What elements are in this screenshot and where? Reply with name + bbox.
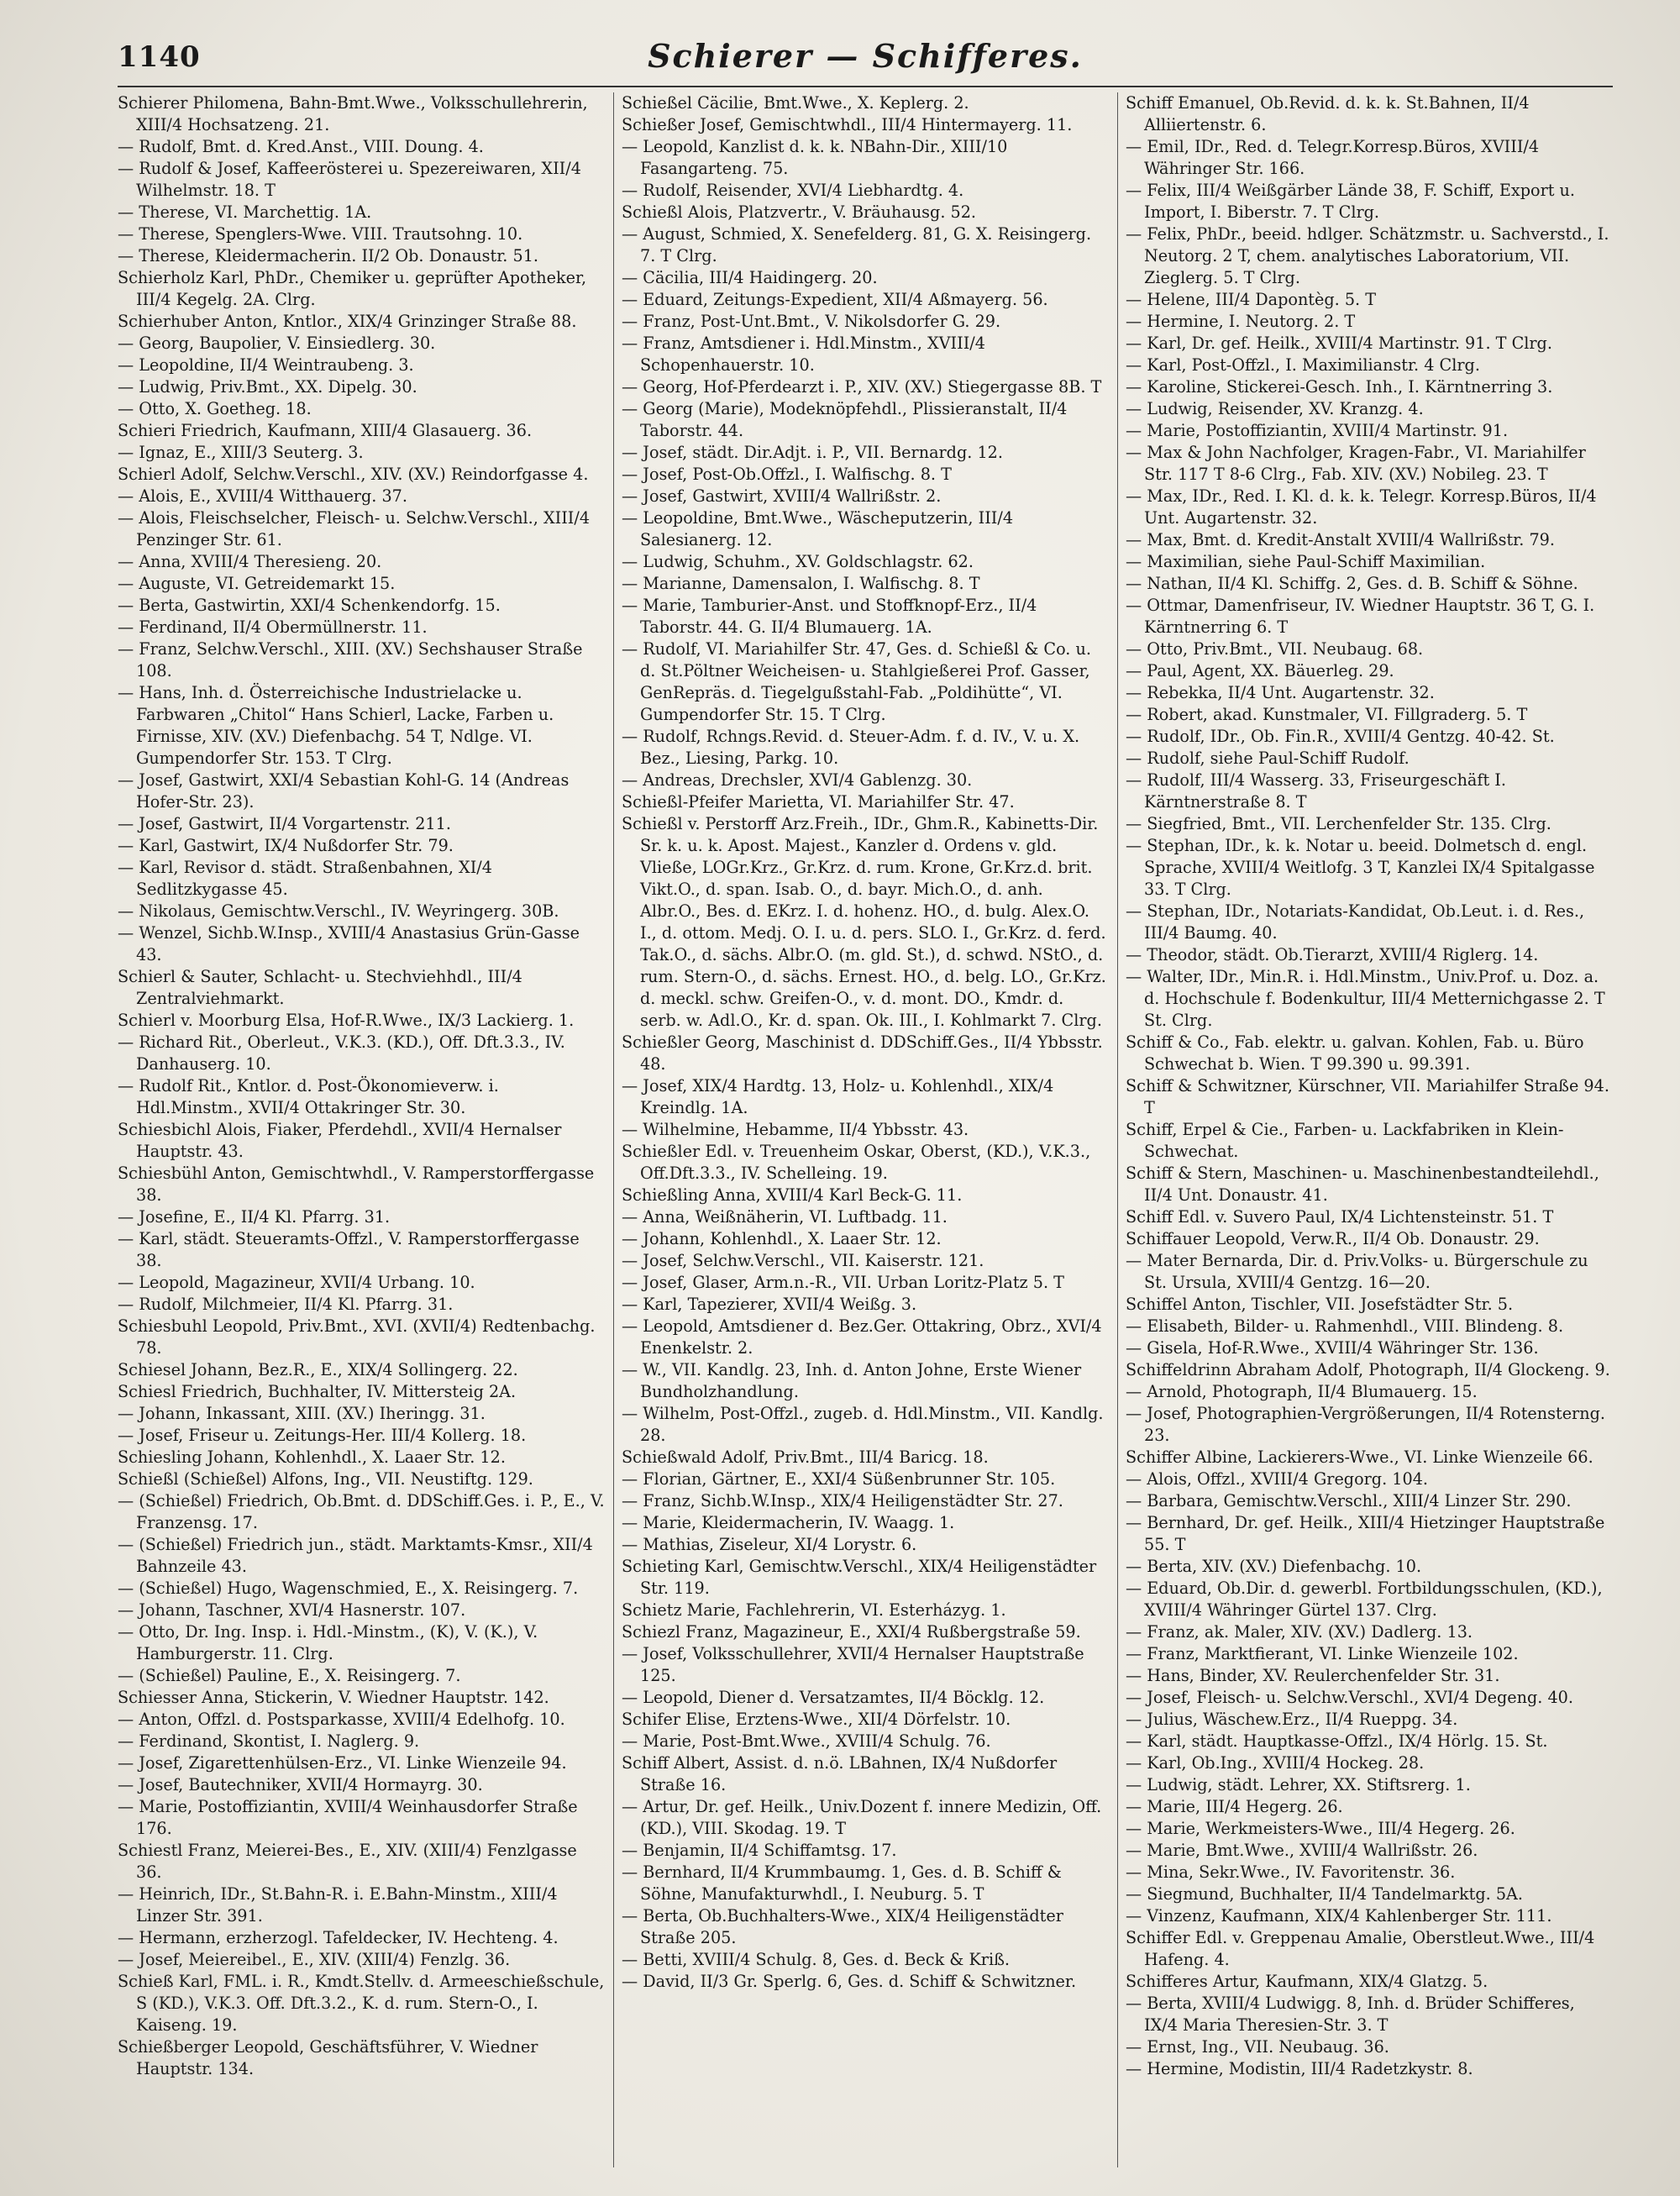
directory-entry: Schiesbühl Anton, Gemischtwhdl., V. Ramperstorffergasse 38. [118,1164,595,1205]
directory-entry: — Marie, Post-Bmt.Wwe., XVIII/4 Schulg. 76. [622,1731,991,1751]
directory-entry: Schieri Friedrich, Kaufmann, XIII/4 Glasauerg. 36. [118,421,533,440]
directory-entry: — Arnold, Photograph, II/4 Blumauerg. 15. [1126,1382,1478,1401]
directory-entry: Schießer Josef, Gemischtwhdl., III/4 Hintermayerg. 11. [622,115,1073,134]
directory-entry: — Josef, Volksschullehrer, XVII/4 Hernalser Hauptstraße 125. [622,1644,1084,1685]
directory-entry: — Otto, Dr. Ing. Insp. i. Hdl.-Minstm., (K), V. (K.), V. Hamburgerstr. 11. Clrg. [118,1622,538,1663]
directory-entry: — Max, Bmt. d. Kredit-Anstalt XVIII/4 Wallrißstr. 79. [1126,530,1555,549]
directory-entry: Schierholz Karl, PhDr., Chemiker u. geprüfter Apotheker, III/4 Kegelg. 2A. Clrg. [118,268,587,309]
directory-entry: — Marie, III/4 Hegerg. 26. [1126,1797,1343,1816]
directory-entry: — Rudolf, IDr., Ob. Fin.R., XVIII/4 Gentzg. 40-42. St. [1126,727,1555,746]
running-title: Schierer — Schifferes. [648,37,1083,75]
directory-entry: — Siegfried, Bmt., VII. Lerchenfelder Str. 135. Clrg. [1126,814,1551,833]
directory-entry: — W., VII. Kandlg. 23, Inh. d. Anton Johne, Erste Wiener Bundholzhandlung. [622,1360,1082,1401]
directory-entry: — Hermine, Modistin, III/4 Radetzkystr. 8. [1126,2059,1473,2078]
directory-entry: — Karl, Dr. gef. Heilk., XVIII/4 Martinstr. 91. T Clrg. [1126,334,1552,353]
directory-entry: — Karl, Gastwirt, IX/4 Nußdorfer Str. 79. [118,836,454,855]
directory-entry: Schießler Edl. v. Treuenheim Oskar, Oberst, (KD.), V.K.3., Off.Dft.3.3., IV. Schelleing. 19. [622,1142,1091,1183]
directory-entry: — Rebekka, II/4 Unt. Augartenstr. 32. [1126,683,1435,702]
directory-entry: — Franz, Marktfierant, VI. Linke Wienzeile 102. [1126,1644,1519,1663]
directory-entry: Schiesling Johann, Kohlenhdl., X. Laaer Str. 12. [118,1447,506,1467]
directory-entry: — Josef, Fleisch- u. Selchw.Verschl., XVI/4 Degeng. 40. [1126,1688,1573,1707]
directory-entry: — Berta, XIV. (XV.) Diefenbachg. 10. [1126,1557,1422,1576]
directory-entry: — Max & John Nachfolger, Kragen-Fabr., VI. Mariahilfer Str. 117 T 8-6 Clrg., Fab. XIV. (XV.) Nobileg. 23. T [1126,443,1586,484]
directory-entry: — Paul, Agent, XX. Bäuerleg. 29. [1126,661,1394,680]
directory-entry: Schiestl Franz, Meierei-Bes., E., XIV. (XIII/4) Fenzlgasse 36. [118,1841,577,1882]
directory-entry: — Josef, städt. Dir.Adjt. i. P., VII. Bernardg. 12. [622,443,1003,462]
directory-entry: — Georg (Marie), Modeknöpfehdl., Plissieranstalt, II/4 Taborstr. 44. [622,399,1068,440]
directory-entry: Schießler Georg, Maschinist d. DDSchiff.Ges., II/4 Ybbsstr. 48. [622,1032,1103,1074]
directory-entry: Schiff & Co., Fab. elektr. u. galvan. Kohlen, Fab. u. Büro Schwechat b. Wien. T 99.390 u. 99.391. [1126,1032,1584,1074]
directory-entry: Schiffeldrinn Abraham Adolf, Photograph, II/4 Glockeng. 9. [1126,1360,1610,1379]
directory-entry: — Johann, Taschner, XVI/4 Hasnerstr. 107. [118,1600,466,1620]
directory-entry: — Anna, Weißnäherin, VI. Luftbadg. 11. [622,1207,948,1227]
directory-entry: — Bernhard, II/4 Krummbaumg. 1, Ges. d. B. Schiff & Söhne, Manufakturwhdl., I. Neuburg. 5. T [622,1862,1062,1904]
directory-entry: Schießl v. Perstorff Arz.Freih., IDr., Ghm.R., Kabinetts-Dir. Sr. k. u. k. Apost. Majest., Kanzler d. Ordens v. gld. Vließe, LOGr.Krz., Gr.Krz. d. rum. Krone, Gr.Krz.d. brit. Vikt.O., d. span. Isab. O., d. bayr. Mich.O., d. anh. Albr.O., Bes. d. EKrz. I. d. hohenz. HO., d. bulg. Alex.O. I., d. ottom. Medj. O. I. u. d. pers. SLO. I., Gr.Krz. d. ferd. Tak.O., d. sächs. Albr.O. (m. gld. St.), d. schwd. NStO., d. rum. Stern-O., d. sächs. Ernest. HO., d. belg. LO., Gr.Krz. d. meckl. schw. Greifen-O., v. d. mont. DO., Kmdr. d. serb. w. Adl.O., Kr. d. span. Ok. III., I. Kohlmarkt 7. Clrg. [622,814,1106,1030]
directory-entry: — Marianne, Damensalon, I. Walfischg. 8. T [622,574,980,593]
directory-entry: — Anna, XVIII/4 Theresieng. 20. [118,552,382,571]
directory-entry: Schießl Alois, Platzvertr., V. Bräuhausg. 52. [622,202,977,222]
directory-entry: Schiff & Stern, Maschinen- u. Maschinenbestandteilehdl., II/4 Unt. Donaustr. 41. [1126,1164,1599,1205]
directory-entry: — Julius, Wäschew.Erz., II/4 Rueppg. 34. [1126,1710,1458,1729]
directory-entry: — Josef, Gastwirt, II/4 Vorgartenstr. 211. [118,814,451,833]
directory-entry: — Josef, Post-Ob.Offzl., I. Walfischg. 8. T [622,465,952,484]
directory-entry: — Andreas, Drechsler, XVI/4 Gablenzg. 30. [622,770,973,790]
directory-entry: — Karoline, Stickerei-Gesch. Inh., I. Kärntnerring 3. [1126,377,1553,397]
directory-entry: — Stephan, IDr., k. k. Notar u. beeid. Dolmetsch d. engl. Sprache, XVIII/4 Weitlofg. 3 T, Kanzlei IX/4 Spitalgasse 33. T Clrg. [1126,836,1595,899]
directory-entry: — Marie, Kleidermacherin, IV. Waagg. 1. [622,1513,955,1532]
directory-entry: — Karl, städt. Steueramts-Offzl., V. Ramperstorffergasse 38. [118,1229,580,1270]
directory-entry: — Rudolf, III/4 Wasserg. 33, Friseurgeschäft I. Kärntnerstraße 8. T [1126,770,1506,812]
directory-entry: Schießl (Schießel) Alfons, Ing., VII. Neustiftg. 129. [118,1469,533,1489]
directory-entry: — Johann, Inkassant, XIII. (XV.) Iheringg. 31. [118,1404,486,1423]
directory-entry: — David, II/3 Gr. Sperlg. 6, Ges. d. Schiff & Schwitzner. [622,1972,1077,1991]
directory-entry: Schieting Karl, Gemischtw.Verschl., XIX/4 Heiligenstädter Str. 119. [622,1557,1097,1598]
directory-entry: — Barbara, Gemischtw.Verschl., XIII/4 Linzer Str. 290. [1126,1491,1572,1510]
directory-entry: Schiesbuhl Leopold, Priv.Bmt., XVI. (XVII/4) Redtenbachg. 78. [118,1316,596,1358]
directory-entry: — Auguste, VI. Getreidemarkt 15. [118,574,396,593]
directory-entry: — Rudolf, Rchngs.Revid. d. Steuer-Adm. f. d. IV., V. u. X. Bez., Liesing, Parkg. 10. [622,727,1080,768]
directory-entry: — Cäcilia, III/4 Haidingerg. 20. [622,268,878,287]
directory-entry: — Elisabeth, Bilder- u. Rahmenhdl., VIII. Blindeng. 8. [1126,1316,1564,1336]
directory-entry: Schierl v. Moorburg Elsa, Hof-R.Wwe., IX/3 Lackierg. 1. [118,1011,575,1030]
directory-entry: Schierl Adolf, Selchw.Verschl., XIV. (XV.) Reindorfgasse 4. [118,465,589,484]
directory-entry: — Hermann, erzherzogl. Tafeldecker, IV. Hechteng. 4. [118,1928,559,1947]
directory-entry: — Mathias, Ziseleur, XI/4 Lorystr. 6. [622,1535,917,1554]
directory-entry: — Felix, PhDr., beeid. hdlger. Schätzmstr. u. Sachverstd., I. Neutorg. 2 T, chem. analytisches Laboratorium, VII. Zieglerg. 5. T Clrg. [1126,224,1609,287]
directory-entry: — Helene, III/4 Dapontèg. 5. T [1126,290,1377,309]
directory-entry: — Josef, Zigarettenhülsen-Erz., VI. Linke Wienzeile 94. [118,1753,567,1773]
directory-entry: — Ferdinand, Skontist, I. Naglerg. 9. [118,1731,420,1751]
directory-entry: — Karl, Revisor d. städt. Straßenbahnen, XI/4 Sedlitzkygasse 45. [118,858,492,899]
directory-entry: — Nikolaus, Gemischtw.Verschl., IV. Weyringerg. 30B. [118,901,559,921]
directory-entry: — Leopold, Amtsdiener d. Bez.Ger. Ottakring, Obrz., XVI/4 Enenkelstr. 2. [622,1316,1102,1358]
directory-entry: — Georg, Baupolier, V. Einsiedlerg. 30. [118,334,436,353]
directory-entry: — Siegmund, Buchhalter, II/4 Tandelmarktg. 5A. [1126,1884,1524,1904]
directory-entry: — Otto, X. Goetheg. 18. [118,399,312,418]
directory-entry: — Berta, Ob.Buchhalters-Wwe., XIX/4 Heiligenstädter Straße 205. [622,1906,1063,1947]
directory-entry: — Rudolf, Reisender, XVI/4 Liebhardtg. 4. [622,181,964,200]
directory-entry: — (Schießel) Friedrich jun., städt. Marktamts-Kmsr., XII/4 Bahnzeile 43. [118,1535,593,1576]
directory-entry: — Josef, Glaser, Arm.n.-R., VII. Urban Loritz-Platz 5. T [622,1273,1064,1292]
directory-entry: — Ludwig, städt. Lehrer, XX. Stiftsrerg. 1. [1126,1775,1471,1794]
directory-entry: Schiesbichl Alois, Fiaker, Pferdehdl., XVII/4 Hernalser Hauptstr. 43. [118,1120,562,1161]
directory-entry: — Johann, Kohlenhdl., X. Laaer Str. 12. [622,1229,942,1248]
directory-entry: — Josef, XIX/4 Hardtg. 13, Holz- u. Kohlenhdl., XIX/4 Kreindlg. 1A. [622,1076,1054,1117]
page-number: 1140 [118,40,201,74]
directory-entry: — Therese, Kleidermacherin. II/2 Ob. Donaustr. 51. [118,246,539,265]
directory-entry: Schiffer Edl. v. Greppenau Amalie, Oberstleut.Wwe., III/4 Hafeng. 4. [1126,1928,1595,1969]
directory-entry: — Leopoldine, Bmt.Wwe., Wäscheputzerin, III/4 Salesianerg. 12. [622,508,1014,549]
directory-entry: — Hans, Inh. d. Österreichische Industrielacke u. Farbwaren „Chitol“ Hans Schierl, Lacke, Farben u. Firnisse, XIV. (XV.) Diefenbachg. 54 T, Ndlge. VI. Gumpendorfer Str. 153. T Clrg. [118,683,554,768]
directory-entry: — Alois, E., XVIII/4 Witthauerg. 37. [118,486,407,506]
directory-entry: Schierhuber Anton, Kntlor., XIX/4 Grinzinger Straße 88. [118,312,577,331]
directory-entry: — Josef, Photographien-Vergrößerungen, II/4 Rotensterng. 23. [1126,1404,1605,1445]
column-3 [1126,92,1613,2167]
directory-entry: Schifferes Artur, Kaufmann, XIX/4 Glatzg. 5. [1126,1972,1488,1991]
directory-entry: — Ludwig, Priv.Bmt., XX. Dipelg. 30. [118,377,417,397]
directory-entry: — Alois, Fleischselcher, Fleisch- u. Selchw.Verschl., XIII/4 Penzinger Str. 61. [118,508,591,549]
directory-entry: — Mater Bernarda, Dir. d. Priv.Volks- u. Bürgerschule zu St. Ursula, XVIII/4 Gentzg. 16—20. [1126,1251,1588,1292]
directory-entry: — Karl, Ob.Ing., XVIII/4 Hockeg. 28. [1126,1753,1425,1773]
directory-entry: — Franz, Amtsdiener i. Hdl.Minstm., XVIII/4 Schopenhauerstr. 10. [622,334,985,375]
directory-entry: — Josef, Gastwirt, XXI/4 Sebastian Kohl-G. 14 (Andreas Hofer-Str. 23). [118,770,570,812]
directory-entry: — Stephan, IDr., Notariats-Kandidat, Ob.Leut. i. d. Res., III/4 Baumg. 40. [1126,901,1585,943]
directory-entry: — Florian, Gärtner, E., XXI/4 Süßenbrunner Str. 105. [622,1469,1056,1489]
directory-entry: — Ottmar, Damenfriseur, IV. Wiedner Hauptstr. 36 T, G. I. Kärntnerring 6. T [1126,596,1595,637]
directory-entry: — Artur, Dr. gef. Heilk., Univ.Dozent f. innere Medizin, Off. (KD.), VIII. Skodag. 19. T [622,1797,1102,1838]
directory-entry: Schifer Elise, Erztens-Wwe., XII/4 Dörfelstr. 10. [622,1710,1011,1729]
directory-entry: — Berta, Gastwirtin, XXI/4 Schenkendorfg. 15. [118,596,501,615]
directory-entry: — Rudolf, Milchmeier, II/4 Kl. Pfarrg. 31. [118,1295,454,1314]
directory-entry: — Richard Rit., Oberleut., V.K.3. (KD.), Off. Dft.3.3., IV. Danhauserg. 10. [118,1032,565,1074]
directory-entry: — Marie, Tamburier-Anst. und Stoffknopf-Erz., II/4 Taborstr. 44. G. II/4 Blumauerg. 1A. [622,596,1037,637]
directory-entry: — (Schießel) Friedrich, Ob.Bmt. d. DDSchiff.Ges. i. P., E., V. Franzensg. 17. [118,1491,605,1532]
column-divider [1117,92,1118,2167]
directory-entry: — (Schießel) Hugo, Wagenschmied, E., X. Reisingerg. 7. [118,1579,579,1598]
directory-entry: — Josefine, E., II/4 Kl. Pfarrg. 31. [118,1207,391,1227]
directory-entry: — Wilhelmine, Hebamme, II/4 Ybbsstr. 43. [622,1120,969,1139]
directory-entry: — Nathan, II/4 Kl. Schiffg. 2, Ges. d. B. Schiff & Söhne. [1126,574,1578,593]
header-rule [118,86,1613,87]
directory-entry: — Leopold, Kanzlist d. k. k. NBahn-Dir., XIII/10 Fasangarteng. 75. [622,137,1008,178]
directory-entry: — Eduard, Ob.Dir. d. gewerbl. Fortbildungsschulen, (KD.), XVIII/4 Währinger Gürtel 137. Clrg. [1126,1579,1603,1620]
directory-entry: Schiesser Anna, Stickerin, V. Wiedner Hauptstr. 142. [118,1688,549,1707]
directory-entry: — Karl, Post-Offzl., I. Maximilianstr. 4 Clrg. [1126,355,1480,375]
directory-entry: — Max, IDr., Red. I. Kl. d. k. k. Telegr. Korresp.Büros, II/4 Unt. Augartenstr. 32. [1126,486,1597,528]
directory-entry: Schiffel Anton, Tischler, VII. Josefstädter Str. 5. [1126,1295,1514,1314]
directory-entry: Schiffauer Leopold, Verw.R., II/4 Ob. Donaustr. 29. [1126,1229,1540,1248]
directory-entry: Schiesl Friedrich, Buchhalter, IV. Mittersteig 2A. [118,1382,517,1401]
directory-entry: — Vinzenz, Kaufmann, XIX/4 Kahlenberger Str. 111. [1126,1906,1552,1925]
directory-entry: — Georg, Hof-Pferdearzt i. P., XIV. (XV.) Stiegergasse 8B. T [622,377,1102,397]
directory-entry: Schießberger Leopold, Geschäftsführer, V. Wiedner Hauptstr. 134. [118,2037,538,2078]
directory-entry: — Franz, Post-Unt.Bmt., V. Nikolsdorfer G. 29. [622,312,1001,331]
directory-entry: — Marie, Bmt.Wwe., XVIII/4 Wallrißstr. 26. [1126,1841,1478,1860]
directory-entry: Schiff Emanuel, Ob.Revid. d. k. k. St.Bahnen, II/4 Alliiertenstr. 6. [1126,93,1530,134]
page-header [118,34,1613,84]
directory-entry: — Ignaz, E., XIII/3 Seuterg. 3. [118,443,364,462]
directory-entry: — Betti, XVIII/4 Schulg. 8, Ges. d. Beck & Kriß. [622,1950,1011,1969]
directory-entry: — Alois, Offzl., XVIII/4 Gregorg. 104. [1126,1469,1429,1489]
directory-entry: — Karl, Tapezierer, XVII/4 Weißg. 3. [622,1295,917,1314]
directory-entry: — Josef, Bautechniker, XVII/4 Hormayrg. 30. [118,1775,483,1794]
directory-entry: Schierer Philomena, Bahn-Bmt.Wwe., Volksschullehrerin, XIII/4 Hochsatzeng. 21. [118,93,588,134]
directory-entry: — Ernst, Ing., VII. Neubaug. 36. [1126,2037,1389,2057]
directory-entry: — Maximilian, siehe Paul-Schiff Maximilian. [1126,552,1486,571]
directory-entry: — Hans, Binder, XV. Reulerchenfelder Str. 31. [1126,1666,1500,1685]
directory-entry: — Wilhelm, Post-Offzl., zugeb. d. Hdl.Minstm., VII. Kandlg. 28. [622,1404,1104,1445]
directory-entry: — Therese, Spenglers-Wwe. VIII. Trautsohng. 10. [118,224,523,244]
directory-entry: — Marie, Postoffiziantin, XVIII/4 Weinhausdorfer Straße 176. [118,1797,578,1838]
directory-entry: Schietz Marie, Fachlehrerin, VI. Esterházyg. 1. [622,1600,1006,1620]
directory-entry: — Gisela, Hof-R.Wwe., XVIII/4 Währinger Str. 136. [1126,1338,1539,1358]
directory-entry: — Franz, Selchw.Verschl., XIII. (XV.) Sechshauser Straße 108. [118,639,583,680]
column-divider [613,92,614,2167]
directory-entry: — Bernhard, Dr. gef. Heilk., XIII/4 Hietzinger Hauptstraße 55. T [1126,1513,1605,1554]
directory-entry: — Walter, IDr., Min.R. i. Hdl.Minstm., Univ.Prof. u. Doz. a. d. Hochschule f. Bodenkultur, III/4 Metternichgasse 2. T St. Clrg. [1126,967,1605,1030]
directory-entry: — Marie, Postoffiziantin, XVIII/4 Martinstr. 91. [1126,421,1509,440]
directory-entry: — Leopold, Magazineur, XVII/4 Urbang. 10. [118,1273,475,1292]
directory-entry: — Franz, ak. Maler, XIV. (XV.) Dadlerg. 13. [1126,1622,1473,1642]
directory-entry: Schiff Albert, Assist. d. n.ö. LBahnen, IX/4 Nußdorfer Straße 16. [622,1753,1058,1794]
directory-entry: — Rudolf Rit., Kntlor. d. Post-Ökonomieverw. i. Hdl.Minstm., XVII/4 Ottakringer Str. 30. [118,1076,499,1117]
directory-entry: Schiesel Johann, Bez.R., E., XIX/4 Sollingerg. 22. [118,1360,518,1379]
directory-entry: — Ludwig, Reisender, XV. Kranzg. 4. [1126,399,1424,418]
directory-entry: — Ludwig, Schuhm., XV. Goldschlagstr. 62. [622,552,974,571]
directory-entry: — Otto, Priv.Bmt., VII. Neubaug. 68. [1126,639,1424,659]
column-2 [622,92,1109,2167]
column-1 [118,92,605,2167]
directory-entry: — Eduard, Zeitungs-Expedient, XII/4 Aßmayerg. 56. [622,290,1048,309]
directory-entry: — Wenzel, Sichb.W.Insp., XVIII/4 Anastasius Grün-Gasse 43. [118,923,580,964]
directory-entry: — Berta, XVIII/4 Ludwigg. 8, Inh. d. Brüder Schifferes, IX/4 Maria Theresien-Str. 3. T [1126,1994,1575,2035]
directory-entry: — Rudolf, VI. Mariahilfer Str. 47, Ges. d. Schießl & Co. u. d. St.Pöltner Weicheisen- u. Stahlgießerei Prof. Gasser, GenRepräs. d. Tiegelgußstahl-Fab. „Poldihütte“, VI. Gumpendorfer Str. 15. T Clrg. [622,639,1091,724]
directory-entry: Schießel Cäcilie, Bmt.Wwe., X. Keplerg. 2. [622,93,969,113]
directory-entry: Schießling Anna, XVIII/4 Karl Beck-G. 11. [622,1185,963,1205]
directory-entry: — Karl, städt. Hauptkasse-Offzl., IX/4 Hörlg. 15. St. [1126,1731,1548,1751]
directory-entry: — Franz, Sichb.W.Insp., XIX/4 Heiligenstädter Str. 27. [622,1491,1063,1510]
directory-entry: Schiffer Albine, Lackierers-Wwe., VI. Linke Wienzeile 66. [1126,1447,1593,1467]
directory-entry: — Hermine, I. Neutorg. 2. T [1126,312,1356,331]
directory-entry: — Mina, Sekr.Wwe., IV. Favoritenstr. 36. [1126,1862,1456,1882]
directory-entry: — Therese, VI. Marchettig. 1A. [118,202,372,222]
directory-entry: — Leopoldine, II/4 Weintraubeng. 3. [118,355,414,375]
directory-entry: — Josef, Meiereibel., E., XIV. (XIII/4) Fenzlg. 36. [118,1950,511,1969]
directory-entry: Schiff, Erpel & Cie., Farben- u. Lackfabriken in Klein-Schwechat. [1126,1120,1564,1161]
entry-columns [118,92,1613,2167]
directory-entry: — Anton, Offzl. d. Postsparkasse, XVIII/4 Edelhofg. 10. [118,1710,565,1729]
directory-entry: — (Schießel) Pauline, E., X. Reisingerg. 7. [118,1666,461,1685]
directory-entry: — Josef, Friseur u. Zeitungs-Her. III/4 Kollerg. 18. [118,1426,527,1445]
directory-entry: Schießl-Pfeifer Marietta, VI. Mariahilfer Str. 47. [622,792,1015,812]
directory-entry: — Theodor, städt. Ob.Tierarzt, XVIII/4 Riglerg. 14. [1126,945,1539,964]
directory-entry: — Ferdinand, II/4 Obermüllnerstr. 11. [118,617,428,637]
directory-entry: — Rudolf, siehe Paul-Schiff Rudolf. [1126,749,1410,768]
directory-entry: — Rudolf, Bmt. d. Kred.Anst., VIII. Doung. 4. [118,137,484,156]
directory-entry: — Benjamin, II/4 Schiffamtsg. 17. [622,1841,897,1860]
directory-entry: — Rudolf & Josef, Kaffeerösterei u. Spezereiwaren, XII/4 Wilhelmstr. 18. T [118,159,581,200]
directory-entry: — Marie, Werkmeisters-Wwe., III/4 Hegerg. 26. [1126,1819,1515,1838]
directory-entry: — Leopold, Diener d. Versatzamtes, II/4 Böcklg. 12. [622,1688,1045,1707]
directory-entry: — Robert, akad. Kunstmaler, VI. Fillgraderg. 5. T [1126,705,1528,724]
directory-entry: — Heinrich, IDr., St.Bahn-R. i. E.Bahn-Minstm., XIII/4 Linzer Str. 391. [118,1884,558,1925]
directory-entry: Schiff & Schwitzner, Kürschner, VII. Mariahilfer Straße 94. T [1126,1076,1609,1117]
directory-entry: — Josef, Selchw.Verschl., VII. Kaiserstr. 121. [622,1251,984,1270]
directory-entry: — Felix, III/4 Weißgärber Lände 38, F. Schiff, Export u. Import, I. Biberstr. 7. T Clrg. [1126,181,1576,222]
directory-entry: — August, Schmied, X. Senefelderg. 81, G. X. Reisingerg. 7. T Clrg. [622,224,1092,265]
directory-entry: Schieß Karl, FML. i. R., Kmdt.Stellv. d. Armeeschießschule, S (KD.), V.K.3. Off. Dft.3.2., K. d. rum. Stern-O., I. Kaiseng. 19. [118,1972,605,2035]
directory-entry: — Emil, IDr., Red. d. Telegr.Korresp.Büros, XVIII/4 Währinger Str. 166. [1126,137,1540,178]
directory-entry: Schießwald Adolf, Priv.Bmt., III/4 Baricg. 18. [622,1447,989,1467]
directory-entry: — Josef, Gastwirt, XVIII/4 Wallrißstr. 2. [622,486,942,506]
directory-entry: Schierl & Sauter, Schlacht- u. Stechviehhdl., III/4 Zentralviehmarkt. [118,967,522,1008]
directory-entry: Schiezl Franz, Magazineur, E., XXI/4 Rußbergstraße 59. [622,1622,1081,1642]
directory-entry: Schiff Edl. v. Suvero Paul, IX/4 Lichtensteinstr. 51. T [1126,1207,1554,1227]
